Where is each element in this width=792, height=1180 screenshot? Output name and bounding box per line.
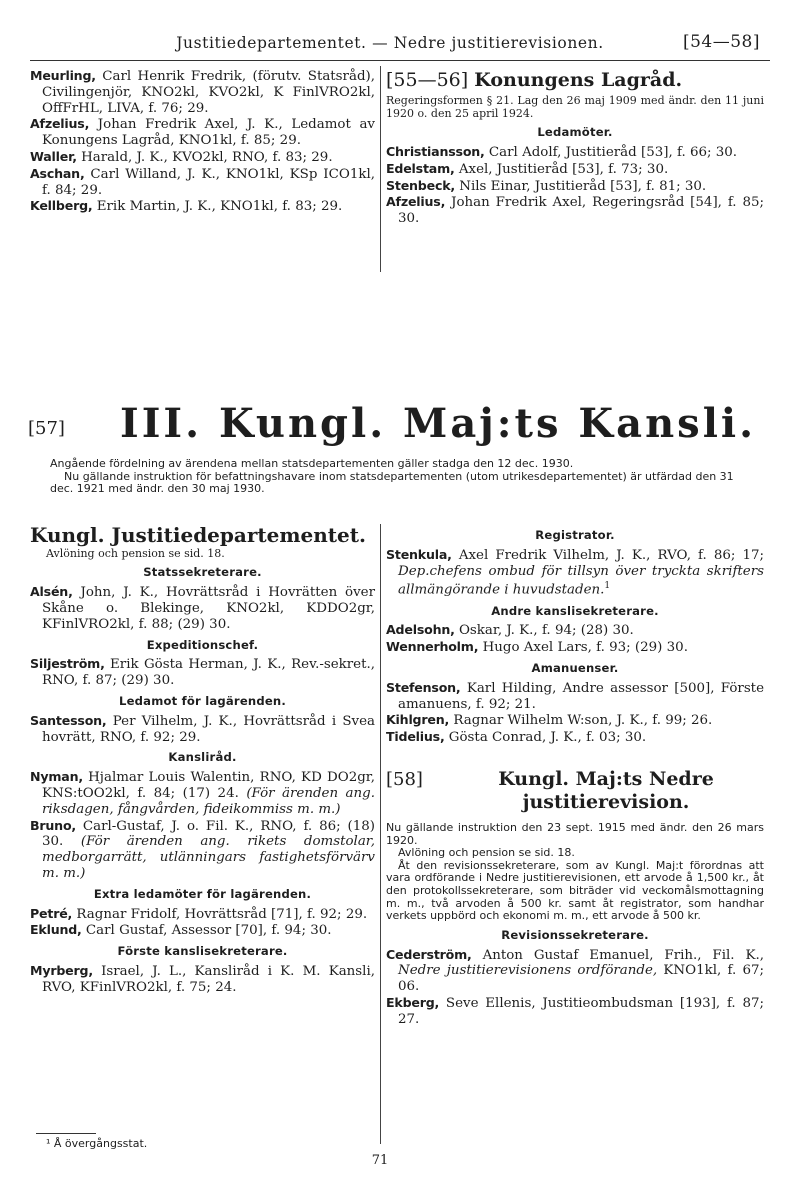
intro-line: Angående fördelning av ärendena mellan statsdepartementen gäller stadga den 12 dec. 1930. <box>50 457 574 470</box>
entry: Stefenson, Karl Hilding, Andre assessor [500], Förste amanuens, f. 92; 21. <box>386 679 764 712</box>
entry: Cederström, Anton Gustaf Emanuel, Frih., Fil. K., Nedre justitierevisionens ordförande, KNO1kl, f. 67; 06. <box>386 946 764 995</box>
entry: Stenkula, Axel Fredrik Vilhelm, J. K., RVO, f. 86; 17; Dep.chefens ombud för tillsyn över tryckta skrifters allmängörande i huvudstaden.$^1$ <box>386 546 764 598</box>
section-heading: Statssekreterare. <box>143 565 262 580</box>
entry: Santesson, Per Vilhelm, J. K., Hovrättsråd i Svea hovrätt, RNO, f. 92; 29. <box>30 712 375 745</box>
entry: Kihlgren, Ragnar Wilhelm W:son, J. K., f. 99; 26. <box>386 712 713 729</box>
lagrad-heading <box>386 68 764 92</box>
section-heading: Amanuenser. <box>531 661 619 676</box>
department-note: Avlöning och pension se sid. 18. <box>46 546 225 560</box>
entry: Siljeström, Erik Gösta Herman, J. K., Rev.-sekret., RNO, f. 87; (29) 30. <box>30 656 375 689</box>
section-heading: Ledamöter. <box>537 125 613 140</box>
section-heading: Andre kanslisekreterare. <box>491 603 659 618</box>
entry: Kellberg, Erik Martin, J. K., KNO1kl, f. 83; 29. <box>30 198 343 215</box>
note-line: Avlöning och pension se sid. 18. <box>398 846 575 860</box>
justitiedepartementet-column <box>30 523 375 996</box>
section-heading: Expeditionschef. <box>146 637 259 652</box>
header-rule <box>30 60 770 61</box>
entry: Myrberg, Israel, J. L., Kansliråd i K. M. Kansli, RVO, KFinlVRO2kl, f. 75; 24. <box>30 962 375 995</box>
section-heading: Revisionssekreterare. <box>501 927 649 942</box>
lagrad-note: Regeringsformen § 21. Lag den 26 maj 1909 med ändr. den 11 juni 1920 o. den 25 april 1924. <box>386 94 764 120</box>
running-title: Justitiedepartementet. — Nedre justitierevisionen. <box>176 34 604 52</box>
top-right-column <box>386 68 764 227</box>
entry: Nyman, Hjalmar Louis Walentin, RNO, KD DO2gr, KNS:tOO2kl, f. 84; (17) 24. (För ärenden ang. riksdagen, fångvården, fideikommiss m. m.) <box>30 769 375 817</box>
entry: Christiansson, Carl Adolf, Justitieråd [53], f. 66; 30. <box>386 143 738 160</box>
main-intro <box>50 458 750 496</box>
footnote: ¹ Å övergångsstat. <box>46 1137 148 1150</box>
entry: Tidelius, Gösta Conrad, J. K., f. 03; 30. <box>386 729 647 746</box>
section-heading: Förste kanslisekreterare. <box>117 944 288 959</box>
nedre-justitierevision-heading <box>386 768 764 814</box>
section-heading: Kansliråd. <box>168 750 237 765</box>
section-heading: Ledamot för lagärenden. <box>119 693 286 708</box>
column-divider-top <box>380 66 381 272</box>
entry: Wennerholm, Hugo Axel Lars, f. 93; (29) 30. <box>386 639 688 656</box>
footnote-rule <box>36 1133 96 1134</box>
section-number: [58] <box>386 769 423 791</box>
top-left-column <box>30 68 375 215</box>
column-divider-main <box>380 524 381 1144</box>
section-heading: Registrator. <box>535 528 615 542</box>
entry: Edelstam, Axel, Justitieråd [53], f. 73; 30. <box>386 160 669 177</box>
section-title: Kungl. Maj:ts Nedre justitierevision. <box>498 768 714 814</box>
section-number: [55—56] <box>386 69 469 91</box>
note-line: Åt den revisionssekreterare, som av Kungl. Maj:t förordnas att vara ordförande i Nedre justitierevisionen, ett arvode å 1,500 kr., åt den protokollssekreterare, som biträder vid veckomålsmottagning m. m., två arvoden å 500 kr. samt åt registrator, som handhar verkets uppbörd och ekonomi m. m., ett arvode å 500 kr. <box>386 858 764 923</box>
entry: Eklund, Carl Gustaf, Assessor [70], f. 94; 30. <box>30 922 332 939</box>
section-heading: Extra ledamöter för lagärenden. <box>93 886 312 901</box>
entry: Afzelius, Johan Fredrik Axel, Regeringsråd [54], f. 85; 30. <box>386 194 764 227</box>
section-title: Konungens Lagråd. <box>474 69 683 91</box>
entry: Waller, Harald, J. K., KVO2kl, RNO, f. 83; 29. <box>30 148 333 165</box>
entry: Stenbeck, Nils Einar, Justitieråd [53], f. 81; 30. <box>386 177 707 194</box>
entry: Alsén, John, J. K., Hovrättsråd i Hovrätten över Skåne o. Blekinge, KNO2kl, KDDO2gr, KFinlVRO2kl, f. 88; (29) 30. <box>30 584 375 632</box>
main-title: III. Kungl. Maj:ts Kansli. <box>120 400 757 447</box>
main-section-number: [57] <box>28 418 65 439</box>
intro-line: Nu gällande instruktion för befattningshavare inom statsdepartementen (utom utrikesdepartementet) är utfärdad den 31 dec. 1921 med ändr. den 30 maj 1930. <box>50 469 734 496</box>
right-column <box>386 528 764 1028</box>
entry: Petré, Ragnar Fridolf, Hovrättsråd [71], f. 92; 29. <box>30 905 368 922</box>
entry: Meurling, Carl Henrik Fredrik, (förutv. Statsråd), Civilingenjör, KNO2kl, KVO2kl, K FinlVRO2kl, OffFrHL, LIVA, f. 76; 29. <box>30 68 375 116</box>
entry: Afzelius, Johan Fredrik Axel, J. K., Ledamot av Konungens Lagråd, KNO1kl, f. 85; 29. <box>30 116 375 149</box>
entry: Adelsohn, Oskar, J. K., f. 94; (28) 30. <box>386 622 634 639</box>
page-number: 71 <box>371 1153 389 1168</box>
entry: Ekberg, Seve Ellenis, Justitieombudsman [193], f. 87; 27. <box>386 994 764 1027</box>
section-range: [54—58] <box>682 32 760 52</box>
entry: Aschan, Carl Willand, J. K., KNO1kl, KSp ICO1kl, f. 84; 29. <box>30 165 375 198</box>
revision-note <box>386 822 764 923</box>
entry: Bruno, Carl-Gustaf, J. o. Fil. K., RNO, f. 86; (18) 30. (För ärenden ang. rikets domstolar, medborgarrätt, utlänningars fastighetsförvärv m. m.) <box>30 817 375 881</box>
department-title: Kungl. Justitiedepartementet. <box>30 523 366 547</box>
note-line: Nu gällande instruktion den 23 sept. 1915 med ändr. den 26 mars 1920. <box>386 821 764 847</box>
